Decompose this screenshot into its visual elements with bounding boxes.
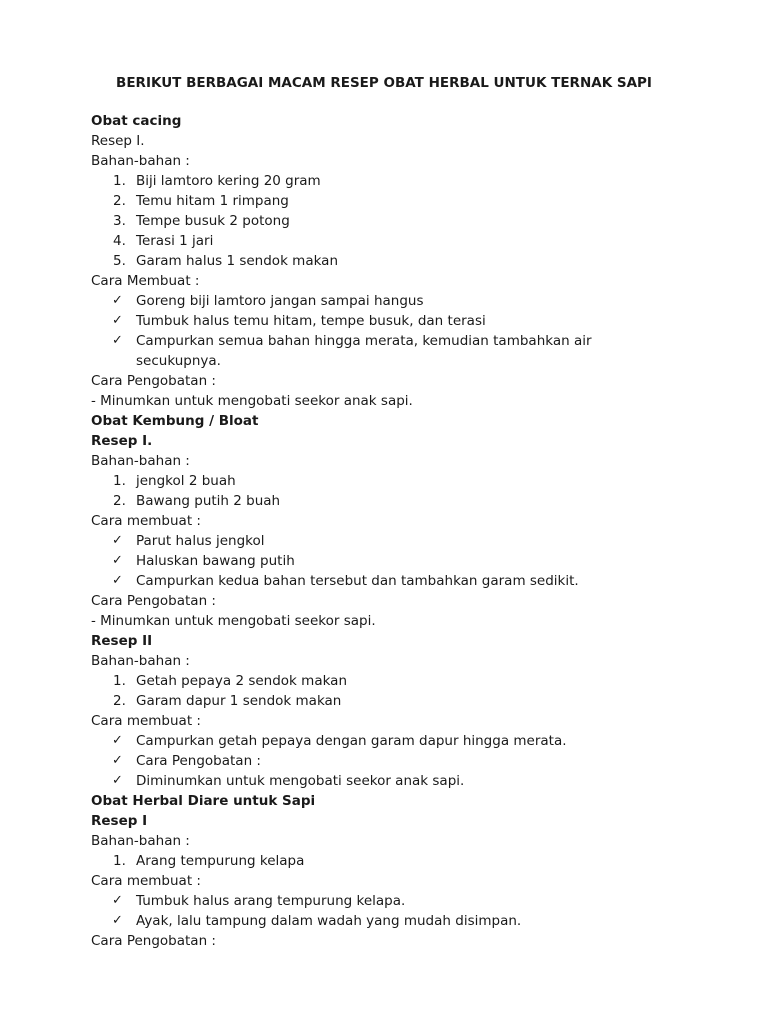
- step-text: Diminumkan untuk mengobati seekor anak sapi.: [136, 773, 465, 789]
- checkmark-icon: ✓: [112, 913, 123, 928]
- step-text: Tumbuk halus arang tempurung kelapa.: [136, 893, 406, 909]
- step-item: [91, 551, 731, 571]
- cara-label: Cara membuat :: [91, 513, 201, 529]
- item-text: Tempe busuk 2 potong: [136, 213, 290, 229]
- document-title: BERIKUT BERBAGAI MACAM RESEP OBAT HERBAL UNTUK TERNAK SAPI: [116, 75, 652, 91]
- bahan-label: Bahan-bahan :: [91, 453, 190, 469]
- resep-label: Resep I.: [91, 433, 153, 449]
- checkmark-icon: ✓: [112, 553, 123, 568]
- step-item: [91, 311, 731, 331]
- bahan-label: Bahan-bahan :: [91, 653, 190, 669]
- pengobatan-label: Cara Pengobatan :: [91, 373, 216, 389]
- step-text: Ayak, lalu tampung dalam wadah yang mudah disimpan.: [136, 913, 522, 929]
- step-text-continuation: secukupnya.: [136, 353, 221, 369]
- step-item: [91, 751, 731, 771]
- item-text: Garam halus 1 sendok makan: [136, 253, 339, 269]
- pengobatan-text: - Minumkan untuk mengobati seekor anak sapi.: [91, 393, 413, 409]
- step-text: Parut halus jengkol: [136, 533, 265, 549]
- step-continuation: [91, 351, 731, 371]
- item-number: 4.: [113, 233, 126, 249]
- step-text: Campurkan semua bahan hingga merata, kemudian tambahkan air: [136, 333, 592, 349]
- step-text: Campurkan kedua bahan tersebut dan tambahkan garam sedikit.: [136, 573, 579, 589]
- step-item: [91, 291, 731, 311]
- item-number: 2.: [113, 493, 126, 509]
- ingredient-item: [91, 171, 731, 191]
- step-text: Campurkan getah pepaya dengan garam dapur hingga merata.: [136, 733, 567, 749]
- step-item: [91, 911, 731, 931]
- bahan-label: Bahan-bahan :: [91, 833, 190, 849]
- document-body: [91, 111, 731, 951]
- ingredient-item: [91, 231, 731, 251]
- ingredient-item: [91, 191, 731, 211]
- checkmark-icon: ✓: [112, 773, 123, 788]
- item-number: 1.: [113, 173, 126, 189]
- checkmark-icon: ✓: [112, 893, 123, 908]
- step-text: Tumbuk halus temu hitam, tempe busuk, dan terasi: [136, 313, 486, 329]
- ingredient-item: [91, 851, 731, 871]
- step-item: [91, 771, 731, 791]
- checkmark-icon: ✓: [112, 293, 123, 308]
- step-item: [91, 891, 731, 911]
- item-number: 3.: [113, 213, 126, 229]
- item-text: Temu hitam 1 rimpang: [136, 193, 289, 209]
- ingredient-item: [91, 691, 731, 711]
- section-heading-kembung: Obat Kembung / Bloat: [91, 413, 259, 429]
- item-number: 5.: [113, 253, 126, 269]
- cara-label: Cara Membuat :: [91, 273, 200, 289]
- ingredient-item: [91, 671, 731, 691]
- item-number: 1.: [113, 853, 126, 869]
- item-text: Garam dapur 1 sendok makan: [136, 693, 342, 709]
- cara-label: Cara membuat :: [91, 713, 201, 729]
- step-text: Haluskan bawang putih: [136, 553, 295, 569]
- cara-label: Cara membuat :: [91, 873, 201, 889]
- step-item: [91, 731, 731, 751]
- step-item: [91, 331, 731, 351]
- item-text: Biji lamtoro kering 20 gram: [136, 173, 321, 189]
- section-heading-diare: Obat Herbal Diare untuk Sapi: [91, 793, 316, 809]
- checkmark-icon: ✓: [112, 753, 123, 768]
- item-number: 2.: [113, 193, 126, 209]
- pengobatan-label: Cara Pengobatan :: [91, 933, 216, 949]
- item-text: Bawang putih 2 buah: [136, 493, 281, 509]
- resep-label: Resep I.: [91, 133, 145, 149]
- step-item: [91, 531, 731, 551]
- item-number: 1.: [113, 673, 126, 689]
- item-text: Arang tempurung kelapa: [136, 853, 305, 869]
- pengobatan-text: - Minumkan untuk mengobati seekor sapi.: [91, 613, 376, 629]
- checkmark-icon: ✓: [112, 573, 123, 588]
- ingredient-item: [91, 491, 731, 511]
- bahan-label: Bahan-bahan :: [91, 153, 190, 169]
- item-text: Getah pepaya 2 sendok makan: [136, 673, 347, 689]
- checkmark-icon: ✓: [112, 733, 123, 748]
- pengobatan-label: Cara Pengobatan :: [91, 593, 216, 609]
- checkmark-icon: ✓: [112, 313, 123, 328]
- ingredient-item: [91, 471, 731, 491]
- checkmark-icon: ✓: [112, 533, 123, 548]
- item-text: jengkol 2 buah: [136, 473, 236, 489]
- step-item: [91, 571, 731, 591]
- ingredient-item: [91, 251, 731, 271]
- item-text: Terasi 1 jari: [136, 233, 214, 249]
- item-number: 2.: [113, 693, 126, 709]
- resep-label: Resep I: [91, 813, 148, 829]
- checkmark-icon: ✓: [112, 333, 123, 348]
- step-text: Cara Pengobatan :: [136, 753, 261, 769]
- resep-label: Resep II: [91, 633, 153, 649]
- ingredient-item: [91, 211, 731, 231]
- step-text: Goreng biji lamtoro jangan sampai hangus: [136, 293, 424, 309]
- section-heading-cacing: Obat cacing: [91, 113, 182, 129]
- item-number: 1.: [113, 473, 126, 489]
